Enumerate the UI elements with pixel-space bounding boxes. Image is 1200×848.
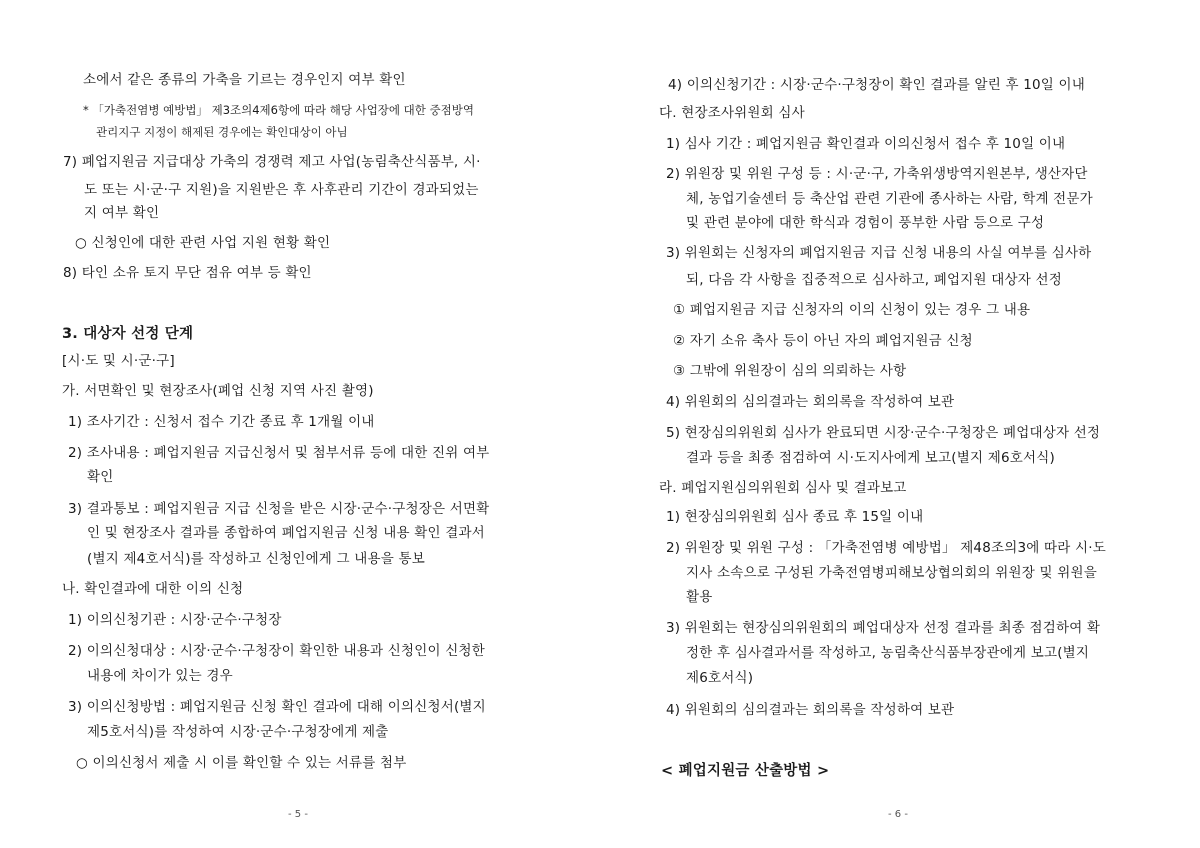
list-item: 1) 이의신청기관 : 시장·군수·구청장 — [68, 612, 282, 628]
text-line: 제5호서식)를 작성하여 시장·군수·구청장에게 제출 — [87, 724, 389, 740]
section-heading: < 폐업지원금 산출방법 > — [661, 763, 830, 779]
list-item: 8) 타인 소유 토지 무단 점유 여부 등 확인 — [63, 265, 312, 281]
text-line: 결과 등을 최종 점검하여 시·도지사에게 보고(별지 제6호서식) — [686, 450, 1055, 466]
list-item: 2) 조사내용 : 폐업지원금 지급신청서 및 첨부서류 등에 대한 진위 여부 — [68, 445, 490, 461]
page-number: - 6 - — [888, 809, 908, 820]
text-line: 및 관련 분야에 대한 학식과 경험이 풍부한 사람 등으로 구성 — [686, 215, 1045, 231]
text-line: 제6호서식) — [686, 670, 754, 686]
bullet-item: ○ 이의신청서 제출 시 이를 확인할 수 있는 서류를 첨부 — [76, 755, 407, 771]
right-page — [600, 0, 1200, 848]
text-line: 활용 — [686, 589, 713, 605]
text-line: 되, 다음 각 사항을 집중적으로 심사하고, 폐업지원 대상자 선정 — [686, 272, 1062, 288]
list-item: 4) 이의신청기간 : 시장·군수·구청장이 확인 결과를 알린 후 10일 이내 — [668, 77, 1086, 93]
text-line: 소에서 같은 종류의 가축을 기르는 경우인지 여부 확인 — [83, 72, 406, 88]
list-item: 3) 이의신청방법 : 폐업지원금 신청 확인 결과에 대해 이의신청서(별지 — [68, 699, 486, 715]
list-item: 1) 현장심의위원회 심사 종료 후 15일 이내 — [666, 509, 924, 525]
list-item: 4) 위원회의 심의결과는 회의록을 작성하여 보관 — [666, 702, 955, 718]
text-line: 지사 소속으로 구성된 가축전염병피해보상협의회의 위원장 및 위원을 — [686, 565, 1097, 581]
subsection-heading: 다. 현장조사위원회 심사 — [659, 105, 805, 121]
text-line: (별지 제4호서식)를 작성하고 신청인에게 그 내용을 통보 — [87, 551, 425, 567]
footnote-line: * 「가축전염병 예방법」 제3조의4제6항에 따라 해당 사업장에 대한 중점방역 — [83, 103, 474, 117]
page-number: - 5 - — [288, 809, 308, 820]
footnote-line: 관리지구 지정이 해제된 경우에는 확인대상이 아님 — [96, 125, 348, 139]
list-item: 2) 위원장 및 위원 구성 등 : 시·군·구, 가축위생방역지원본부, 생산자단 — [666, 166, 1088, 182]
text-line: 체, 농업기술센터 등 축산업 관련 기관에 종사하는 사람, 학계 전문가 — [686, 191, 1093, 207]
numbered-item: ③ 그밖에 위원장이 심의 의뢰하는 사항 — [673, 363, 907, 379]
section-heading: 3. 대상자 선정 단계 — [62, 326, 194, 342]
list-item: 1) 조사기간 : 신청서 접수 기간 종료 후 1개월 이내 — [68, 414, 375, 430]
list-item: 7) 폐업지원금 지급대상 가축의 경쟁력 제고 사업(농림축산식품부, 시· — [63, 154, 481, 170]
text-line: 정한 후 심사결과서를 작성하고, 농림축산식품부장관에게 보고(별지 — [686, 645, 1090, 661]
numbered-item: ① 폐업지원금 지급 신청자의 이의 신청이 있는 경우 그 내용 — [673, 302, 1031, 318]
subsection-heading: 나. 확인결과에 대한 이의 신청 — [62, 581, 244, 597]
subsection-label: [시·도 및 시·군·구] — [62, 353, 175, 369]
subsection-heading: 라. 폐업지원심의위원회 심사 및 결과보고 — [659, 480, 907, 496]
list-item: 5) 현장심의위원회 심사가 완료되면 시장·군수·구청장은 폐업대상자 선정 — [666, 425, 1101, 441]
list-item: 1) 심사 기간 : 폐업지원금 확인결과 이의신청서 접수 후 10일 이내 — [666, 136, 1066, 152]
list-item: 3) 결과통보 : 폐업지원금 지급 신청을 받은 시장·군수·구청장은 서면확 — [68, 501, 490, 517]
list-item: 2) 위원장 및 위원 구성 : 「가축전염병 예방법」 제48조의3에 따라 시·도 — [666, 540, 1106, 556]
numbered-item: ② 자기 소유 축사 등이 아닌 자의 폐업지원금 신청 — [673, 333, 973, 349]
list-item: 3) 위원회는 현장심의위원회의 폐업대상자 선정 결과를 최종 점검하여 확 — [666, 620, 1101, 636]
subsection-heading: 가. 서면확인 및 현장조사(폐업 신청 지역 사진 촬영) — [62, 383, 374, 399]
text-line: 인 및 현장조사 결과를 종합하여 폐업지원금 신청 내용 확인 결과서 — [87, 525, 485, 541]
list-item: 2) 이의신청대상 : 시장·군수·구청장이 확인한 내용과 신청인이 신청한 — [68, 643, 485, 659]
bullet-item: ○ 신청인에 대한 관련 사업 지원 현황 확인 — [75, 235, 331, 251]
text-line: 지 여부 확인 — [84, 205, 160, 221]
text-line: 내용에 차이가 있는 경우 — [87, 668, 233, 684]
list-item: 4) 위원회의 심의결과는 회의록을 작성하여 보관 — [666, 394, 955, 410]
text-line: 도 또는 시·군·구 지원)을 지원받은 후 사후관리 기간이 경과되었는 — [84, 182, 479, 198]
text-line: 확인 — [87, 469, 114, 485]
list-item: 3) 위원회는 신청자의 폐업지원금 지급 신청 내용의 사실 여부를 심사하 — [666, 245, 1092, 261]
